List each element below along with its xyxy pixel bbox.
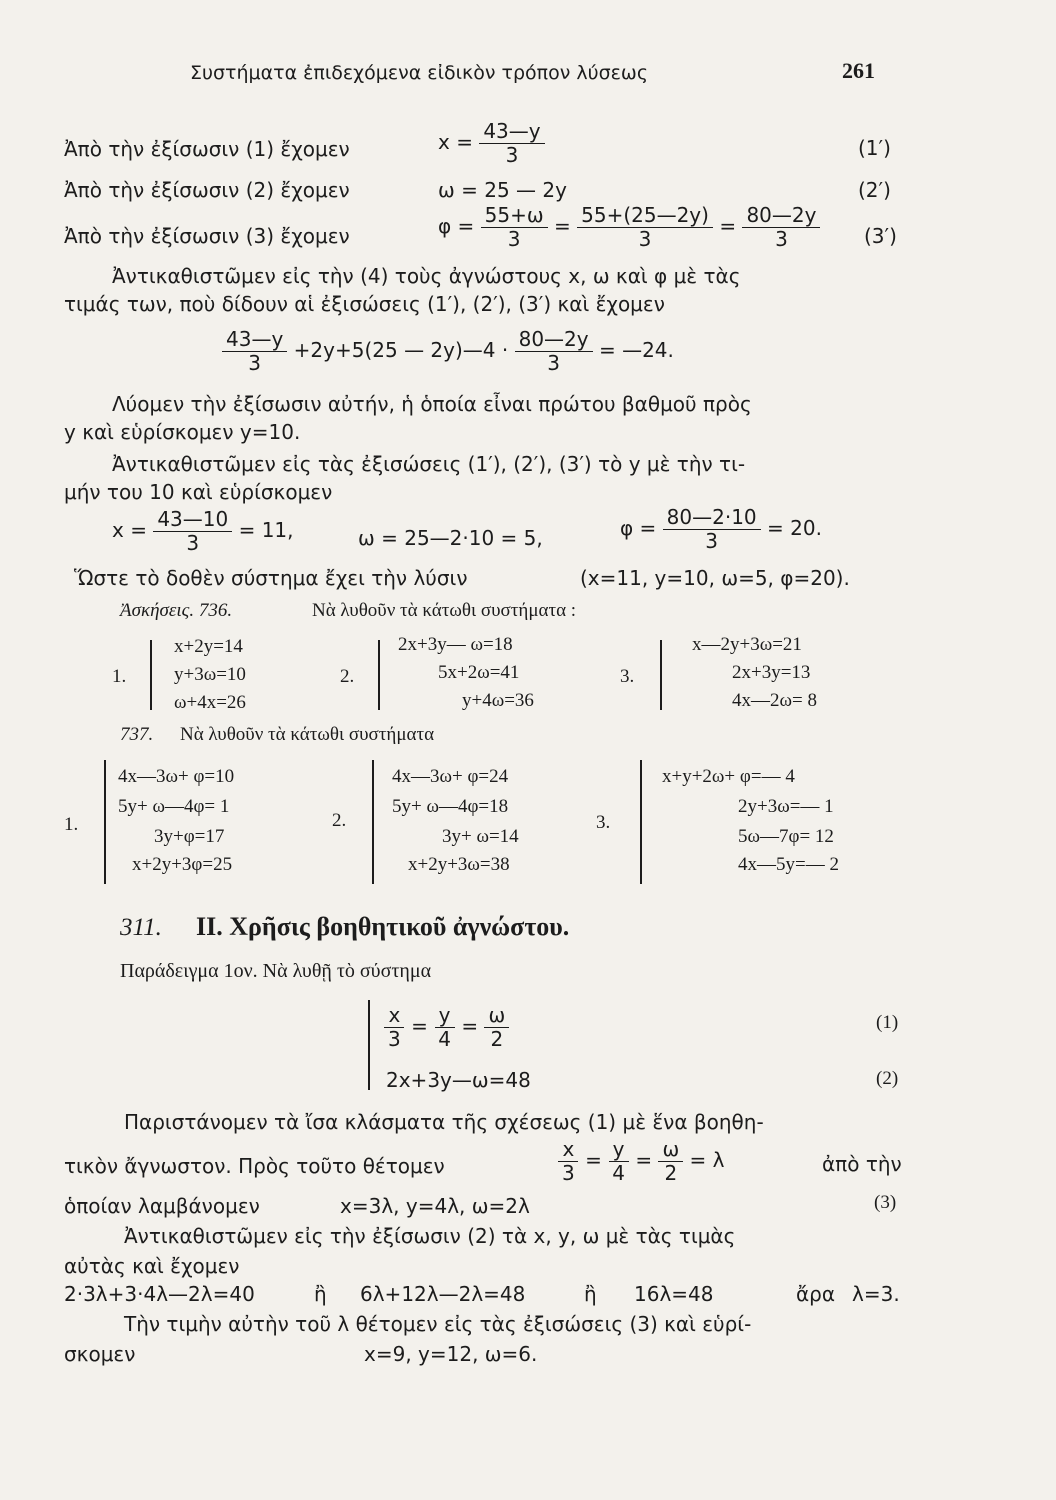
example-equation-2: 2x+3y—ω=48: [386, 1068, 531, 1092]
equation: 5y+ ω—4φ= 1: [118, 796, 230, 817]
page-number: 261: [842, 58, 875, 83]
section-number: 311.: [120, 914, 162, 941]
equation: 4x—5y=— 2: [738, 854, 839, 875]
paragraph-4-line-8: σκομεν: [64, 1342, 136, 1366]
paragraph-4-line-2-end: ἀπὸ τὴν: [822, 1152, 902, 1176]
paragraph-2-line-2: y καὶ εὑρίσκομεν y=10.: [64, 420, 301, 444]
equation: y+4ω=36: [462, 690, 534, 711]
equation: x—2y+3ω=21: [692, 634, 802, 655]
equation: 3y+φ=17: [154, 826, 225, 847]
equation: 4x—2ω= 8: [732, 690, 817, 711]
paragraph-1-line-2: τιμάς των, ποὺ δίδουν αἱ ἐξισώσεις (1′), (2′), (3′) καὶ ἔχομεν: [64, 292, 665, 316]
lambda-value: λ=3.: [852, 1282, 900, 1306]
auxiliary-values: x=3λ, y=4λ, ω=2λ: [340, 1194, 530, 1218]
system-737-1-number: 1.: [64, 814, 79, 835]
equation: 5y+ ω—4φ=18: [392, 796, 509, 817]
paragraph-2-line-1: Λύομεν τὴν ἐξίσωσιν αὐτήν, ἡ ὁποία εἶναι πρώτου βαθμοῦ πρὸς: [112, 392, 752, 416]
example-label: Παράδειγμα 1ον. Νὰ λυθῇ τὸ σύστημα: [120, 960, 432, 982]
equation: y+3ω=10: [174, 664, 246, 685]
derivation-eq-2: ω = 25 — 2y: [438, 178, 567, 202]
tag-3: (3): [874, 1192, 897, 1213]
equation: 2x+3y=13: [732, 662, 811, 683]
word-therefore: ἄρα: [796, 1282, 836, 1306]
equation: x+2y+3φ=25: [132, 854, 233, 875]
equation: 5x+2ω=41: [438, 662, 520, 683]
running-header: Συστήματα ἐπιδεχόμενα εἰδικὸν τρόπον λύσεως: [190, 62, 648, 84]
computation-2: 6λ+12λ—2λ=48: [360, 1282, 526, 1306]
derivation-eq-3: φ = $\frac{55+\omega}{3}$ = $\frac{55+(25—2y)}{3}$ = $\frac{80—2y}{3}$: [438, 204, 820, 251]
brace: [660, 640, 662, 710]
conclusion-solution: (x=11, y=10, ω=5, φ=20).: [580, 566, 850, 590]
equation: 2x+3y— ω=18: [398, 634, 513, 655]
auxiliary-definition: $\frac{x}{3}$ = $\frac{y}{4}$ = $\frac{\omega}{2}$ = λ: [558, 1138, 725, 1185]
conclusion-text: Ὥστε τὸ δοθὲν σύστημα ἔχει τὴν λύσιν: [74, 566, 468, 590]
equation: 5ω—7φ= 12: [738, 826, 834, 847]
exercise-737-text: Νὰ λυθοῦν τὰ κάτωθι συστήματα: [180, 724, 435, 745]
system-736-1-number: 1.: [112, 666, 127, 687]
computation-1: 2·3λ+3·4λ—2λ=40: [64, 1282, 255, 1306]
tag-2: (2): [876, 1068, 899, 1089]
brace: [378, 640, 380, 710]
derivation-eq-1: x = $\frac{43—y}{3}$: [438, 120, 545, 167]
paragraph-4-line-1: Παριστάνομεν τὰ ἴσα κλάσματα τῆς σχέσεως (1) μὲ ἕνα βοηθη-: [124, 1110, 764, 1134]
equation: ω+4x=26: [174, 692, 246, 713]
solution-x: x = $\frac{43—10}{3}$ = 11,: [112, 507, 294, 555]
tag-1prime: (1′): [858, 136, 891, 160]
system-736-2-number: 2.: [340, 666, 355, 687]
equation: 2y+3ω=— 1: [738, 796, 834, 817]
paragraph-4-line-2: τικὸν ἄγνωστον. Πρὸς τοῦτο θέτομεν: [64, 1154, 445, 1178]
paragraph-1-line-1: Ἀντικαθιστῶμεν εἰς τὴν (4) τοὺς ἀγνώστους x, ω καὶ φ μὲ τὰς: [112, 264, 741, 288]
tag-2prime: (2′): [858, 178, 891, 202]
paragraph-4-line-7: Τὴν τιμὴν αὐτὴν τοῦ λ θέτομεν εἰς τὰς ἐξισώσεις (3) καὶ εὑρί-: [124, 1312, 752, 1336]
brace: [640, 760, 642, 884]
equation: x+y+2ω+ φ=— 4: [662, 766, 795, 787]
section-title: II. Χρῆσις βοηθητικοῦ ἀγνώστου.: [196, 912, 570, 941]
paragraph-4-line-3: ὁποίαν λαμβάνομεν: [64, 1194, 260, 1218]
paragraph-2-line-4: μήν του 10 καὶ εὑρίσκομεν: [64, 480, 333, 504]
exercise-737-number: 737.: [120, 724, 154, 745]
derivation-line-1: Ἀπὸ τὴν ἐξίσωσιν (1) ἔχομεν: [64, 137, 350, 161]
system-737-3-number: 3.: [596, 812, 611, 833]
brace: [372, 760, 374, 884]
substituted-equation: $\frac{43—y}{3}$ +2y+5(25 — 2y)—4 · $\frac{80—2y}{3}$ = —24.: [222, 328, 674, 375]
tag-3prime: (3′): [864, 224, 897, 248]
brace: [368, 1000, 370, 1090]
system-737-2-number: 2.: [332, 810, 347, 831]
derivation-line-2: Ἀπὸ τὴν ἐξίσωσιν (2) ἔχομεν: [64, 178, 350, 202]
equation: x+2y=14: [174, 636, 243, 657]
brace: [150, 640, 152, 710]
paragraph-2-line-3: Ἀντικαθιστῶμεν εἰς τὰς ἐξισώσεις (1′), (2′), (3′) τὸ y μὲ τὴν τι-: [112, 452, 746, 476]
paragraph-4-line-4: Ἀντικαθιστῶμεν εἰς τὴν ἐξίσωσιν (2) τὰ x, y, ω μὲ τὰς τιμὰς: [124, 1224, 736, 1248]
exercises-736-text: Νὰ λυθοῦν τὰ κάτωθι συστήματα :: [312, 600, 577, 621]
equation: x+2y+3ω=38: [408, 854, 510, 875]
solution-omega: ω = 25—2·10 = 5,: [358, 526, 543, 550]
paragraph-4-line-5: αὐτὰς καὶ ἔχομεν: [64, 1254, 240, 1278]
computation-3: 16λ=48: [634, 1282, 714, 1306]
final-solution: x=9, y=12, ω=6.: [364, 1342, 538, 1366]
derivation-line-3: Ἀπὸ τὴν ἐξίσωσιν (3) ἔχομεν: [64, 224, 350, 248]
equation: 3y+ ω=14: [442, 826, 519, 847]
word-or: ἢ: [314, 1282, 327, 1306]
word-or: ἢ: [584, 1282, 597, 1306]
solution-phi: φ = $\frac{80—2\cdot 10}{3}$ = 20.: [620, 505, 822, 553]
tag-1: (1): [876, 1012, 899, 1033]
system-736-3-number: 3.: [620, 666, 635, 687]
equation: 4x—3ω+ φ=10: [118, 766, 235, 787]
brace: [104, 760, 106, 884]
exercises-heading: Ἀσκήσεις. 736.: [120, 600, 233, 621]
equation: 4x—3ω+ φ=24: [392, 766, 509, 787]
example-equation-1: $\frac{x}{3}$ = $\frac{y}{4}$ = $\frac{\omega}{2}$: [384, 1004, 509, 1051]
